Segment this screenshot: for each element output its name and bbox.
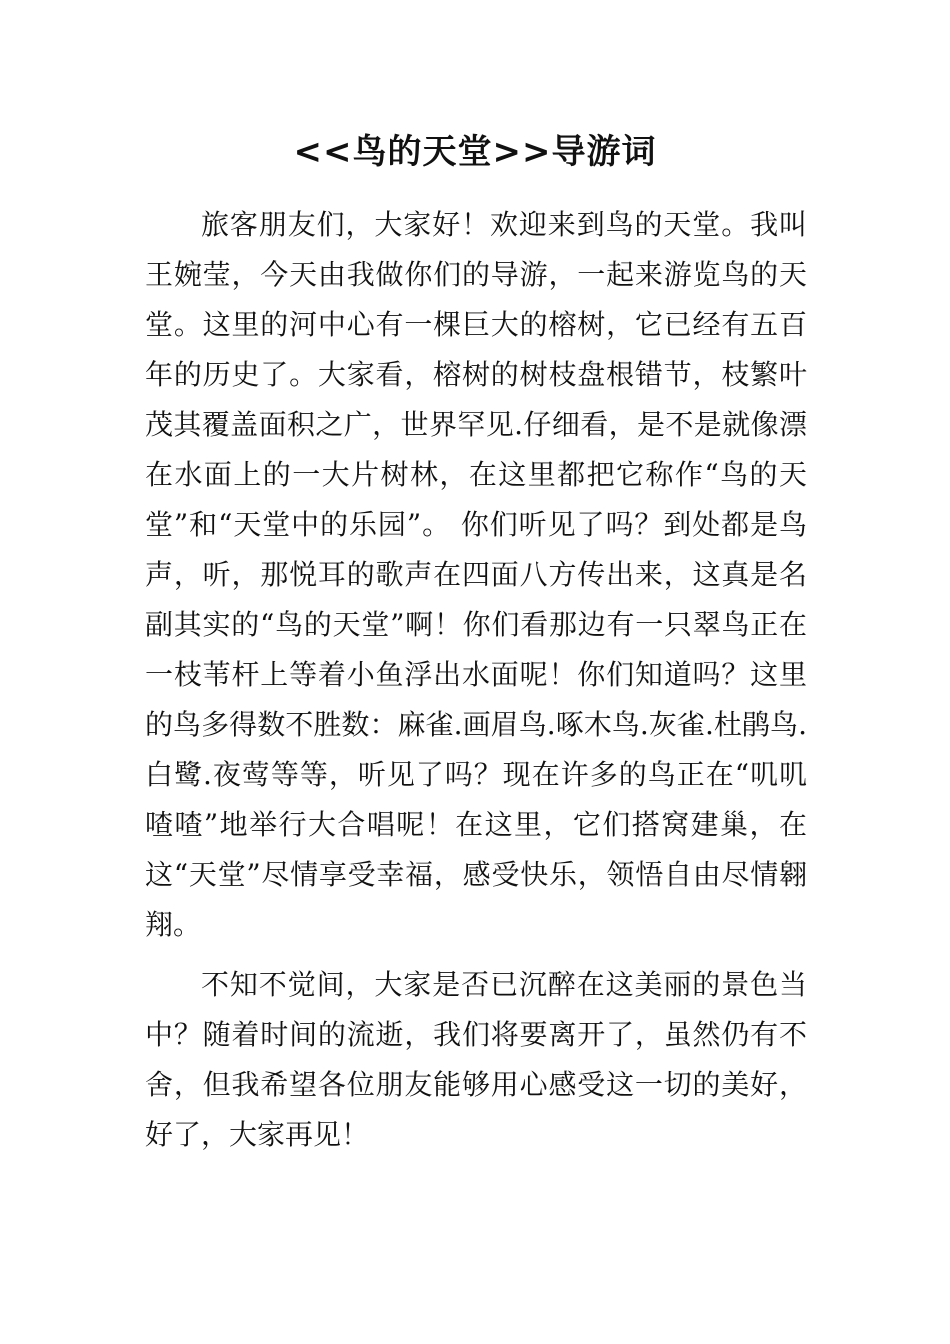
paragraph-1: 旅客朋友们，大家好！欢迎来到鸟的天堂。我叫王婉莹，今天由我做你们的导游，一起来游览鸟的天堂。这里的河中心有一棵巨大的榕树，它已经有五百年的历史了。大家看，榕树的树枝盘根错节，枝繁叶茂其覆盖面积之广，世界罕见.仔细看，是不是就像漂在水面上的一大片树林，在这里都把它称作“鸟的天堂”和“天堂中的乐园”。 你们听见了吗？到处都是鸟声，听，那悦耳的歌声在四面八方传出来，这真是名副其实的“鸟的天堂”啊！你们看那边有一只翠鸟正在一枝苇杆上等着小鱼浮出水面呢！你们知道吗？这里的鸟多得数不胜数：麻雀.画眉鸟.啄木鸟.灰雀.杜鹃鸟.白鹭.夜莺等等，听见了吗？现在许多的鸟正在“叽叽喳喳”地举行大合唱呢！在这里，它们搭窝建巢，在这“天堂”尽情享受幸福，感受快乐，领悟自由尽情翱翔。 [145, 208, 807, 941]
paragraph-2: 不知不觉间，大家是否已沉醉在这美丽的景色当中？随着时间的流逝，我们将要离开了，虽然仍有不舍，但我希望各位朋友能够用心感受这一切的美好，好了，大家再见！ [145, 968, 807, 1151]
document-title: <<鸟的天堂>>导游词 [293, 132, 657, 172]
document-body [145, 200, 807, 1170]
